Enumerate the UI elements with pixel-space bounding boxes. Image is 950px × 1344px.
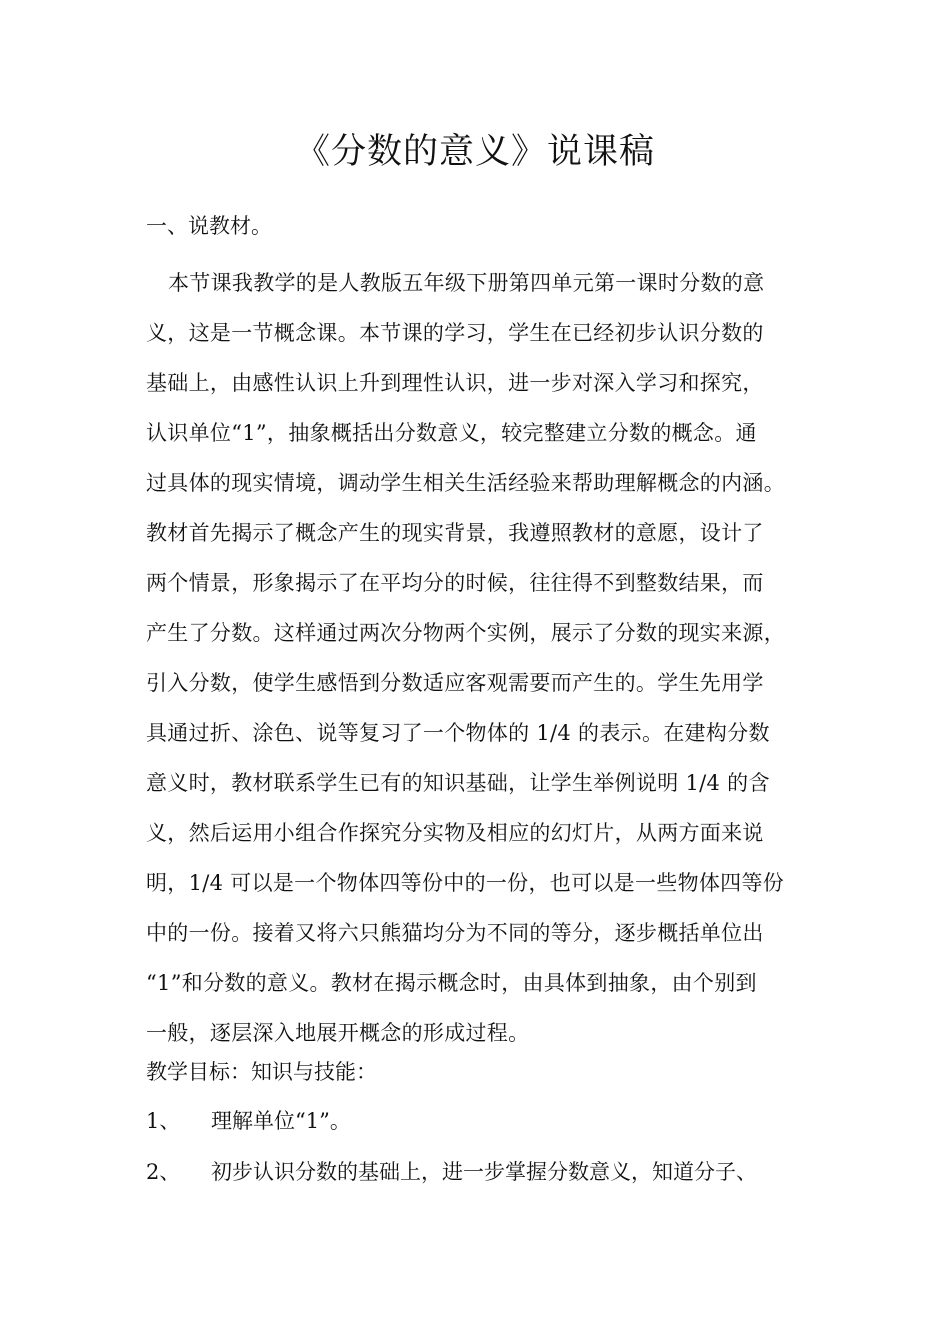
section-heading: 一、说教材。	[146, 214, 272, 238]
paragraph-line: “1”和分数的意义。教材在揭示概念时，由具体到抽象，由个别到	[146, 971, 757, 995]
body-paragraph	[146, 258, 836, 1058]
paragraph-line: 明，1/4 可以是一个物体四等份中的一份，也可以是一些物体四等份	[146, 871, 785, 895]
goal-item	[146, 1105, 351, 1137]
paragraph-line: 本节课我教学的是人教版五年级下册第四单元第一课时分数的意	[168, 271, 765, 295]
paragraph-line: 中的一份。接着又将六只熊猫均分为不同的等分，逐步概括单位出	[146, 921, 764, 945]
goal-number: 1、	[146, 1109, 181, 1133]
paragraph-line: 意义时，教材联系学生已有的知识基础，让学生举例说明 1/4 的含	[146, 771, 770, 795]
goal-text: 理解单位“1”。	[211, 1109, 351, 1133]
paragraph-line: 基础上，由感性认识上升到理性认识，进一步对深入学习和探究，	[146, 371, 764, 395]
goal-item	[146, 1156, 757, 1188]
paragraph-line: 认识单位“1”，抽象概括出分数意义，较完整建立分数的概念。通	[146, 421, 757, 445]
paragraph-line: 产生了分数。这样通过两次分物两个实例，展示了分数的现实来源，	[146, 621, 785, 645]
paragraph-line: 具通过折、涂色、说等复习了一个物体的 1/4 的表示。在建构分数	[146, 721, 770, 745]
paragraph-line: 教材首先揭示了概念产生的现实背景，我遵照教材的意愿，设计了	[146, 521, 764, 545]
goal-number: 2、	[146, 1160, 181, 1184]
paragraph-line: 义，这是一节概念课。本节课的学习，学生在已经初步认识分数的	[146, 321, 764, 345]
paragraph-line: 义，然后运用小组合作探究分实物及相应的幻灯片，从两方面来说	[146, 821, 764, 845]
goal-text: 初步认识分数的基础上，进一步掌握分数意义，知道分子、	[211, 1160, 757, 1184]
document-title: 《分数的意义》说课稿	[294, 132, 655, 172]
paragraph-line: 过具体的现实情境，调动学生相关生活经验来帮助理解概念的内涵。	[146, 471, 785, 495]
paragraph-line: 引入分数，使学生感悟到分数适应客观需要而产生的。学生先用学	[146, 671, 764, 695]
goals-heading: 教学目标：知识与技能：	[146, 1060, 377, 1084]
paragraph-line: 一般，逐层深入地展开概念的形成过程。	[146, 1021, 530, 1045]
paragraph-line: 两个情景，形象揭示了在平均分的时候，往往得不到整数结果，而	[146, 571, 764, 595]
